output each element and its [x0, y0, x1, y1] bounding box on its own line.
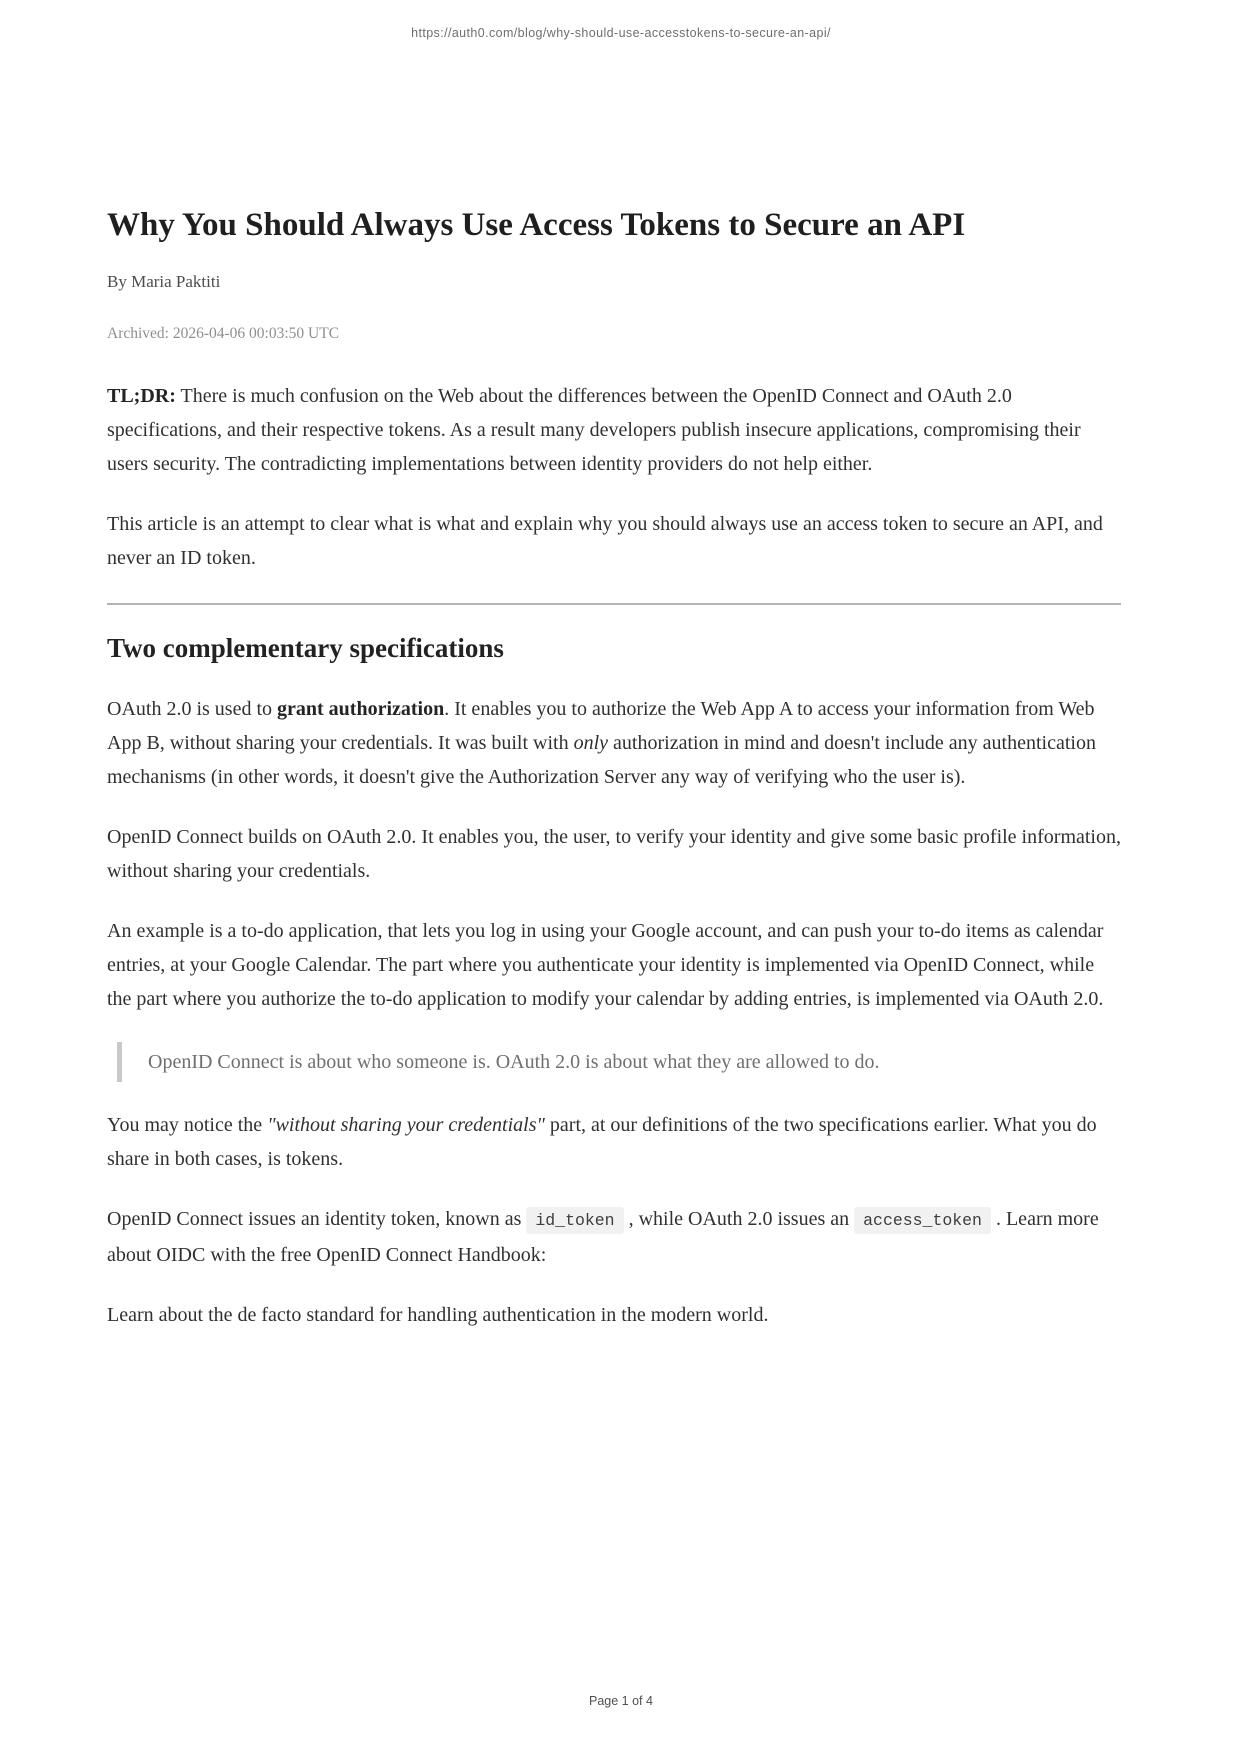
learn-paragraph: Learn about the de facto standard for handling authentication in the modern world. — [107, 1304, 769, 1327]
notice-paragraph — [107, 1108, 1121, 1176]
oauth-text-post: authorization in mind and doesn't include any authentication mechanisms (in other words, it doesn't give the Authorization Server any way of verifying who the user is). — [107, 732, 1096, 789]
notice-text-post: part, at our definitions of the two specifications earlier. What you do share in both cases, is tokens. — [107, 1114, 1097, 1171]
tokens-text-pre: OpenID Connect issues an identity token, known as — [107, 1208, 522, 1231]
only-italic: only — [573, 732, 609, 755]
quote-block: OpenID Connect is about who someone is. OAuth 2.0 is about what they are allowed to do. — [117, 1042, 1121, 1082]
notice-text-pre: You may notice the — [107, 1114, 268, 1137]
tokens-text-post: . Learn more about OIDC with the free OpenID Connect Handbook: — [107, 1208, 1099, 1267]
section-divider — [107, 603, 1121, 605]
page-title: Why You Should Always Use Access Tokens to Secure an API — [107, 207, 966, 243]
url-header: https://auth0.com/blog/why-should-use-accesstokens-to-secure-an-api/ — [411, 26, 831, 40]
article-content — [0, 205, 1242, 1332]
example-paragraph: An example is a to-do application, that lets you log in using your Google account, and can push your to-do items as calendar entries, at your Google Calendar. The part where you authenticate your identity is implemented via OpenID Connect, while the part where you authorize the to-do application to modify your calendar by adding entries, is implemented via OAuth 2.0. — [107, 920, 1104, 1011]
oauth-text-mid: . It enables you to authorize the Web App A to access your information from Web App B, without sharing your credentials. It was built with — [107, 698, 1095, 755]
id-token-code: id_token — [526, 1207, 623, 1234]
credentials-quote-italic: "without sharing your credentials" — [267, 1114, 545, 1137]
access-token-code: access_token — [854, 1207, 991, 1234]
tokens-paragraph — [107, 1202, 1121, 1272]
tldr-paragraph — [107, 379, 1121, 481]
byline: By Maria Paktiti — [107, 272, 221, 292]
oidc-paragraph: OpenID Connect builds on OAuth 2.0. It enables you, the user, to verify your identity and give some basic profile information, without sharing your credentials. — [107, 826, 1121, 883]
tldr-label: TL;DR: — [107, 385, 176, 408]
tldr-text: There is much confusion on the Web about the differences between the OpenID Connect and OAuth 2.0 specifications, and their respective tokens. As a result many developers publish insecure applications, compromising their users security. The contradicting implementations between identity providers do not help either. — [107, 385, 1081, 476]
oauth-paragraph — [107, 692, 1121, 794]
section-heading: Two complementary specifications — [107, 633, 504, 664]
intro-paragraph: This article is an attempt to clear what is what and explain why you should always use an access token to secure an API, and never an ID token. — [107, 513, 1103, 570]
archived-timestamp: Archived: 2026-04-06 00:03:50 UTC — [107, 325, 340, 343]
oauth-text-pre: OAuth 2.0 is used to — [107, 698, 277, 721]
page-number: Page 1 of 4 — [589, 1694, 653, 1708]
grant-authorization-bold: grant authorization — [277, 698, 445, 721]
tokens-text-mid: , while OAuth 2.0 issues an — [628, 1208, 850, 1231]
